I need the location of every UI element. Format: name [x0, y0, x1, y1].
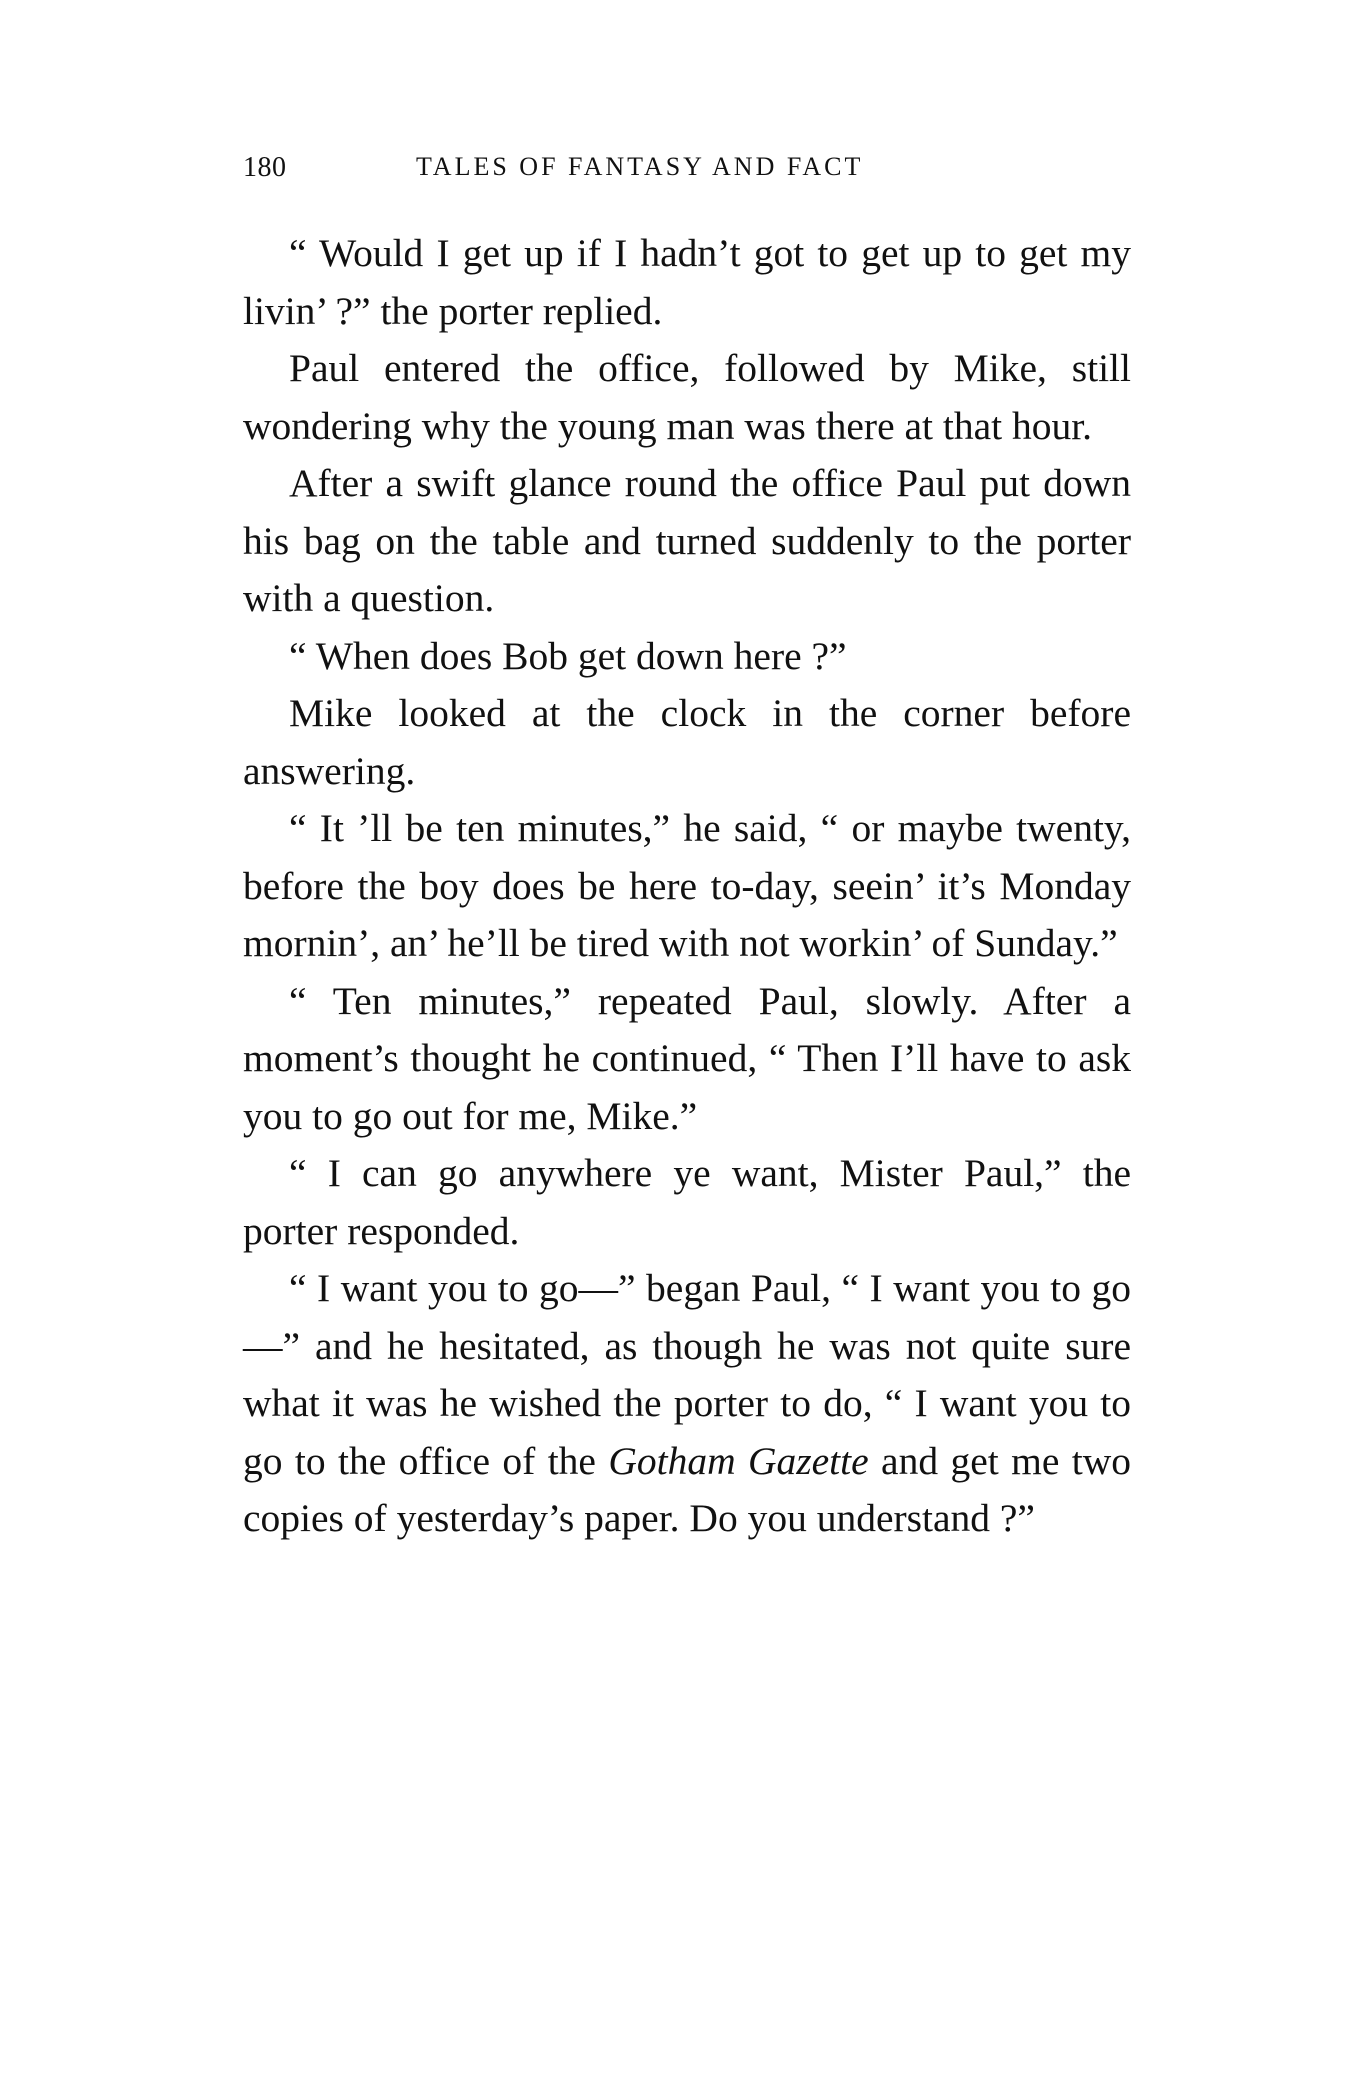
paragraph: Paul entered the office, followed by Mike, still wondering why the young man was there at that hour.: [243, 346, 1131, 448]
running-head: [243, 152, 1143, 192]
page-number: 180: [243, 152, 287, 183]
paragraph: “ Would I get up if I hadn’t got to get up to get my livin’ ?” the porter replied.: [243, 231, 1131, 333]
paragraph: “ Ten minutes,” repeated Paul, slowly. After a moment’s thought he continued, “ Then I’ll have to ask you to go out for me, Mike.”: [243, 978, 1131, 1138]
paragraph: After a swift glance round the office Paul put down his bag on the table and turned suddenly to the porter with a question.: [243, 461, 1131, 620]
paragraph: “ I can go anywhere ye want, Mister Paul,” the porter responded.: [243, 1151, 1131, 1253]
final-paragraph: [243, 1260, 1131, 1548]
running-title: TALES OF FANTASY AND FACT: [416, 152, 864, 181]
paragraph: “ It ’ll be ten minutes,” he said, “ or maybe twenty, before the boy does be here to-day, seein’ it’s Monday mornin’, an’ he’ll be tired with not workin’ of Sunday.”: [243, 806, 1131, 965]
paragraph: “ When does Bob get down here ?”: [289, 633, 847, 678]
paragraph: Mike looked at the clock in the corner before answering.: [243, 691, 1131, 793]
newspaper-title: Gotham Gazette: [608, 1438, 869, 1483]
final-paragraph-text-start: “ I want you to go—” began Paul, “ I want you to go—” and he hesitated, as though he was not quite sure what it was he wished the porter to do, “ I want you to go to the office of the: [243, 1266, 1131, 1483]
body-text: [243, 225, 1131, 1548]
final-paragraph-text-end: and get me two copies of yesterday’s paper. Do you understand ?”: [243, 1438, 1132, 1540]
